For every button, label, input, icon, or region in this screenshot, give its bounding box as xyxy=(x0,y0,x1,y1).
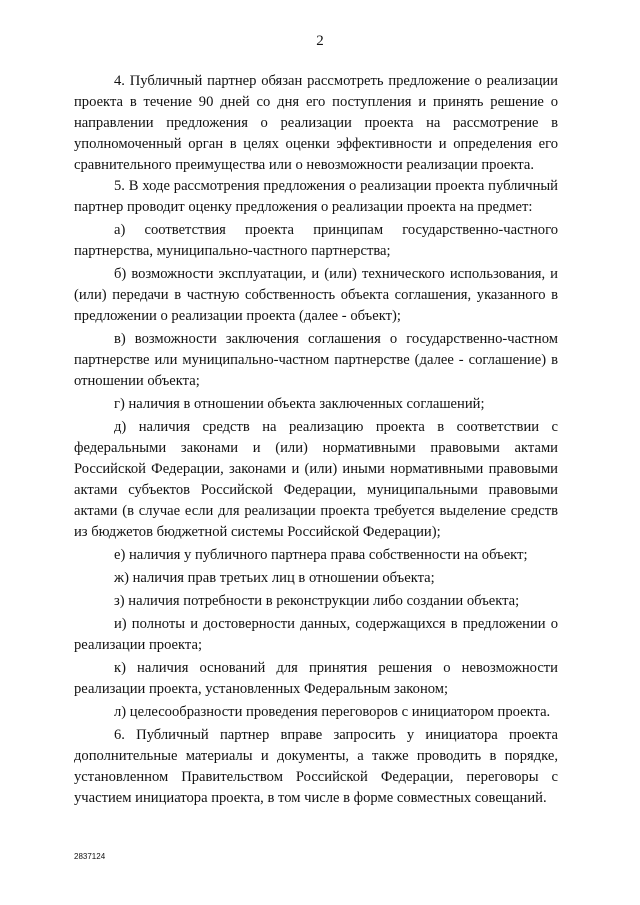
page-number: 2 xyxy=(316,33,324,49)
paragraph-item-6: 6. Публичный партнер вправе запросить у инициатора проекта дополнительные материалы и документы, а также проводить в порядке, установленном Правительством Российской Федерации, переговоры с участием инициатора проекта, в том числе в форме совместных совещаний. xyxy=(74,727,558,806)
subitem-e: е) наличия у публичного партнера права собственности на объект; xyxy=(114,547,528,563)
subitem-g: г) наличия в отношении объекта заключенных соглашений; xyxy=(114,396,485,412)
subitem-z: з) наличия потребности в реконструкции либо создании объекта; xyxy=(114,593,520,609)
document-body xyxy=(74,71,558,809)
subitem-i: и) полноты и достоверности данных, содержащихся в предложении о реализации проекта; xyxy=(74,616,558,653)
subitem-l: л) целесообразности проведения переговоров с инициатором проекта. xyxy=(114,704,551,720)
subitem-k: к) наличия оснований для принятия решения о невозможности реализации проекта, установленных Федеральным законом; xyxy=(74,660,558,697)
document-code: 2837124 xyxy=(74,852,106,861)
paragraph-item-5: 5. В ходе рассмотрения предложения о реализации проекта публичный партнер проводит оценку предложения о реализации проекта на предмет: xyxy=(74,178,558,215)
subitem-zh: ж) наличия прав третьих лиц в отношении объекта; xyxy=(114,570,435,586)
paragraph-item-4: 4. Публичный партнер обязан рассмотреть предложение о реализации проекта в течение 90 дней со дня его поступления и принять решение о направлении предложения о реализации проекта на рассмотрение в уполномоченный орган в целях оценки эффективности и определения его сравнительного преимущества или о невозможности реализации проекта. xyxy=(74,73,558,173)
subitem-v: в) возможности заключения соглашения о государственно-частном партнерстве или муниципально-частном партнерстве (далее - соглашение) в отношении объекта; xyxy=(74,331,558,389)
subitem-b: б) возможности эксплуатации, и (или) технического использования, и (или) передачи в частную собственность объекта соглашения, указанного в предложении о реализации проекта (далее - объект); xyxy=(74,266,558,324)
subitem-a: а) соответствия проекта принципам государственно-частного партнерства, муниципально-частного партнерства; xyxy=(74,222,558,259)
subitem-d: д) наличия средств на реализацию проекта в соответствии с федеральными законами и (или) нормативными правовыми актами Российской Федерации, законами и (или) иными нормативными правовыми актами субъектов Российской Федерации, муниципальными правовыми актами (в случае если для реализации проекта требуется выделение средств из бюджетов бюджетной системы Российской Федерации); xyxy=(74,419,558,540)
